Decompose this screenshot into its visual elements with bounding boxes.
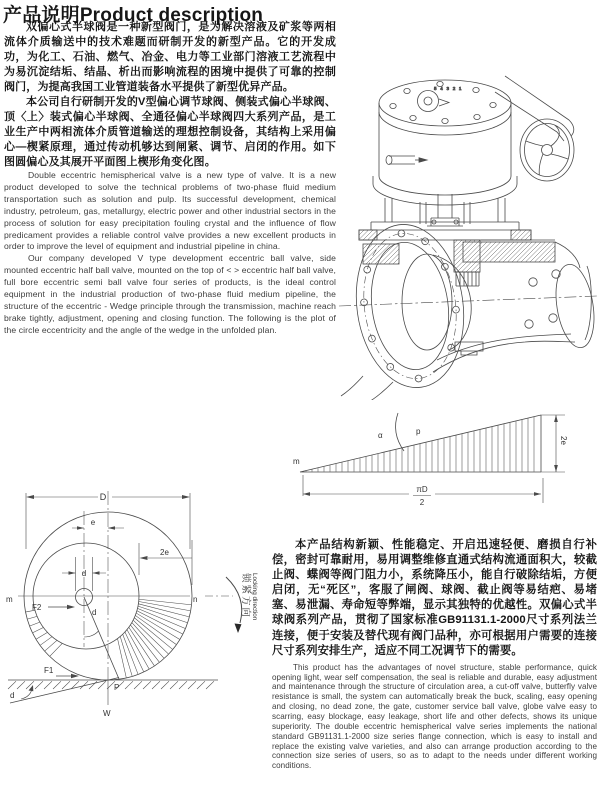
eccentricity-circle-diagram: [0, 485, 265, 730]
valve-assembly-drawing: [335, 70, 600, 400]
eccentric-radius-line: [84, 597, 119, 679]
features-paragraph-zh: 本产品结构新颖、性能稳定、开启迅速轻便、磨损自行补偿，密封可靠耐用，易用调整维修直通式结构流通面积大，较截止阀、蝶阀等阀门阻力小，系统降压小，能自行破除结垢，方便启闭，无“死区”，客服了闸阀、球阀、截止阀等易结疤、易堵塞、易泄漏、寿命短等弊端，显示其独特的优越性。双偏心式半球阀系列产品，贯彻了国家标准GB91131.1-2000尺寸系列法兰连接，便于安装及替代现有阀门品种，亦可根据用户需要的连接尺寸系列安排生产，适应不同工况调节下的需要。: [272, 539, 597, 657]
position-dial-numbers: 5 4 3 2 1: [434, 86, 463, 91]
intro-paragraph-en-1: Double eccentric hemispherical valve is a new type of valve. It is a new product developed to solve the technical problems of two-phase fluid medium transportation such as solution and pulp. Its successful development, chemical industry, petroleum, gas, metallurgy, electric power and other industrial sectors in the process of solution for easy precipitation fouling crystal and the influence of flow predicament provides a reliable control valve provides a new excellent products in order to improve the level of equipment and industrial pipeline in china.: [4, 170, 336, 252]
intro-paragraph-en-2: Our company developed V type development eccentric ball valve, side mounted eccentric half ball valve, mounted on the top of < > eccentric half ball valve, full bore eccentric semi ball valve four series of products, is the ideal control equipment in the industrial production of two-phase fluid medium pipeline, the structure of the eccentric - Wedge principle through the transmission, machine reach brake tightly, adjustment, opening and closing function. The following is the plot of the circle eccentricity and the angle of the wedge in the unfolded plan.: [4, 253, 336, 335]
label-D: D: [99, 492, 107, 502]
ground-hatching: [8, 681, 214, 689]
wedge-angle-diagram: [285, 400, 600, 525]
wedge-label-p: p: [416, 427, 421, 436]
handwheel: [495, 76, 574, 181]
label-e: e: [90, 518, 96, 527]
label-delta: d: [92, 608, 97, 617]
label-W: W: [103, 709, 111, 718]
label-F2: F2: [32, 603, 42, 612]
label-angle-d: d: [10, 691, 15, 700]
intro-paragraph-zh-1: 双偏心式半球阀是一种新型阀门，是为解决溶液及矿浆等两相流体介质输送中的技术难题而研制开发的新型产品。它的开发成功，为化工、石油、燃气、冶金、电力等工业部门溶液工艺流程中为易沉淀结垢、结晶、析出而影响流程的困境中提供了可靠的控制阀门，为提高我国工业管道装备水平提供了新型优异产品。: [4, 21, 336, 93]
label-2e: 2e: [160, 548, 169, 557]
label-n: n: [193, 595, 198, 604]
intro-column: [4, 20, 336, 337]
wedge-label-m: m: [293, 457, 300, 466]
locking-direction-arrow: [226, 577, 242, 623]
wedge-outline: [300, 415, 541, 472]
actuator-body: [359, 112, 531, 240]
inclined-line: [10, 678, 119, 704]
intro-paragraph-zh-2: 本公司自行研制开发的V型偏心调节球阀、侧装式偏心半球阀、顶〈上〉装式偏心半球阀、全通径偏心半球阀四大系列产品，是工业生产中两相流体介质管道输送的理想控制设备，其结构上采用偏心—楔紧原理，通过传动机够达到闸紧、调节、启闭的作用。如下图圆偏心及其展开平面图上楔形角变化图。: [4, 96, 336, 168]
features-column: [272, 538, 597, 771]
dim-2e-lines: [139, 540, 192, 585]
label-locking-zh: 锁紧方向: [240, 573, 251, 620]
alpha-angle-leader: [396, 413, 404, 451]
wedge-label-2: 2: [419, 498, 425, 507]
wedge-label-piD: πD: [416, 485, 428, 494]
label-m: m: [6, 595, 13, 604]
bonnet-section: [363, 240, 555, 286]
valve-line-art: [339, 76, 599, 400]
features-paragraph-en: This product has the advantages of novel structure, stable performance, quick opening light, wear self compensation, the seal is reliable and durable, easy adjustment and maintenance through the structure of circulation area, a cut-off valve, butterfly valve resistance is small, the system can automatically break the buck, scaling, easy opening and closing, no dead zone, the gate, customer service ball valve, globe valve easy to scarring, easy blockage, easy leakage, short life and other defects, shows its unique superiority. The double eccentric hemispherical valve series implements the national standard GB91131.1-2000 size series flange connection, which is easy to install and replace the existing valve varieties, and also can arrange production according to the connection size series of users, so as to adapt to the needs under different working conditions.: [272, 662, 597, 771]
wedge-label-alpha: α: [378, 431, 383, 440]
label-locking-en: Locking direction: [251, 573, 258, 621]
label-d-dim: d: [81, 569, 87, 578]
label-P: P: [114, 683, 120, 692]
page-title-zh: 产品说明: [3, 5, 80, 26]
page-title-en: Product description: [79, 5, 264, 26]
wedge-label-2e: 2e: [559, 436, 568, 445]
wedge-hatching: [306, 417, 534, 472]
label-F1: F1: [44, 666, 54, 675]
